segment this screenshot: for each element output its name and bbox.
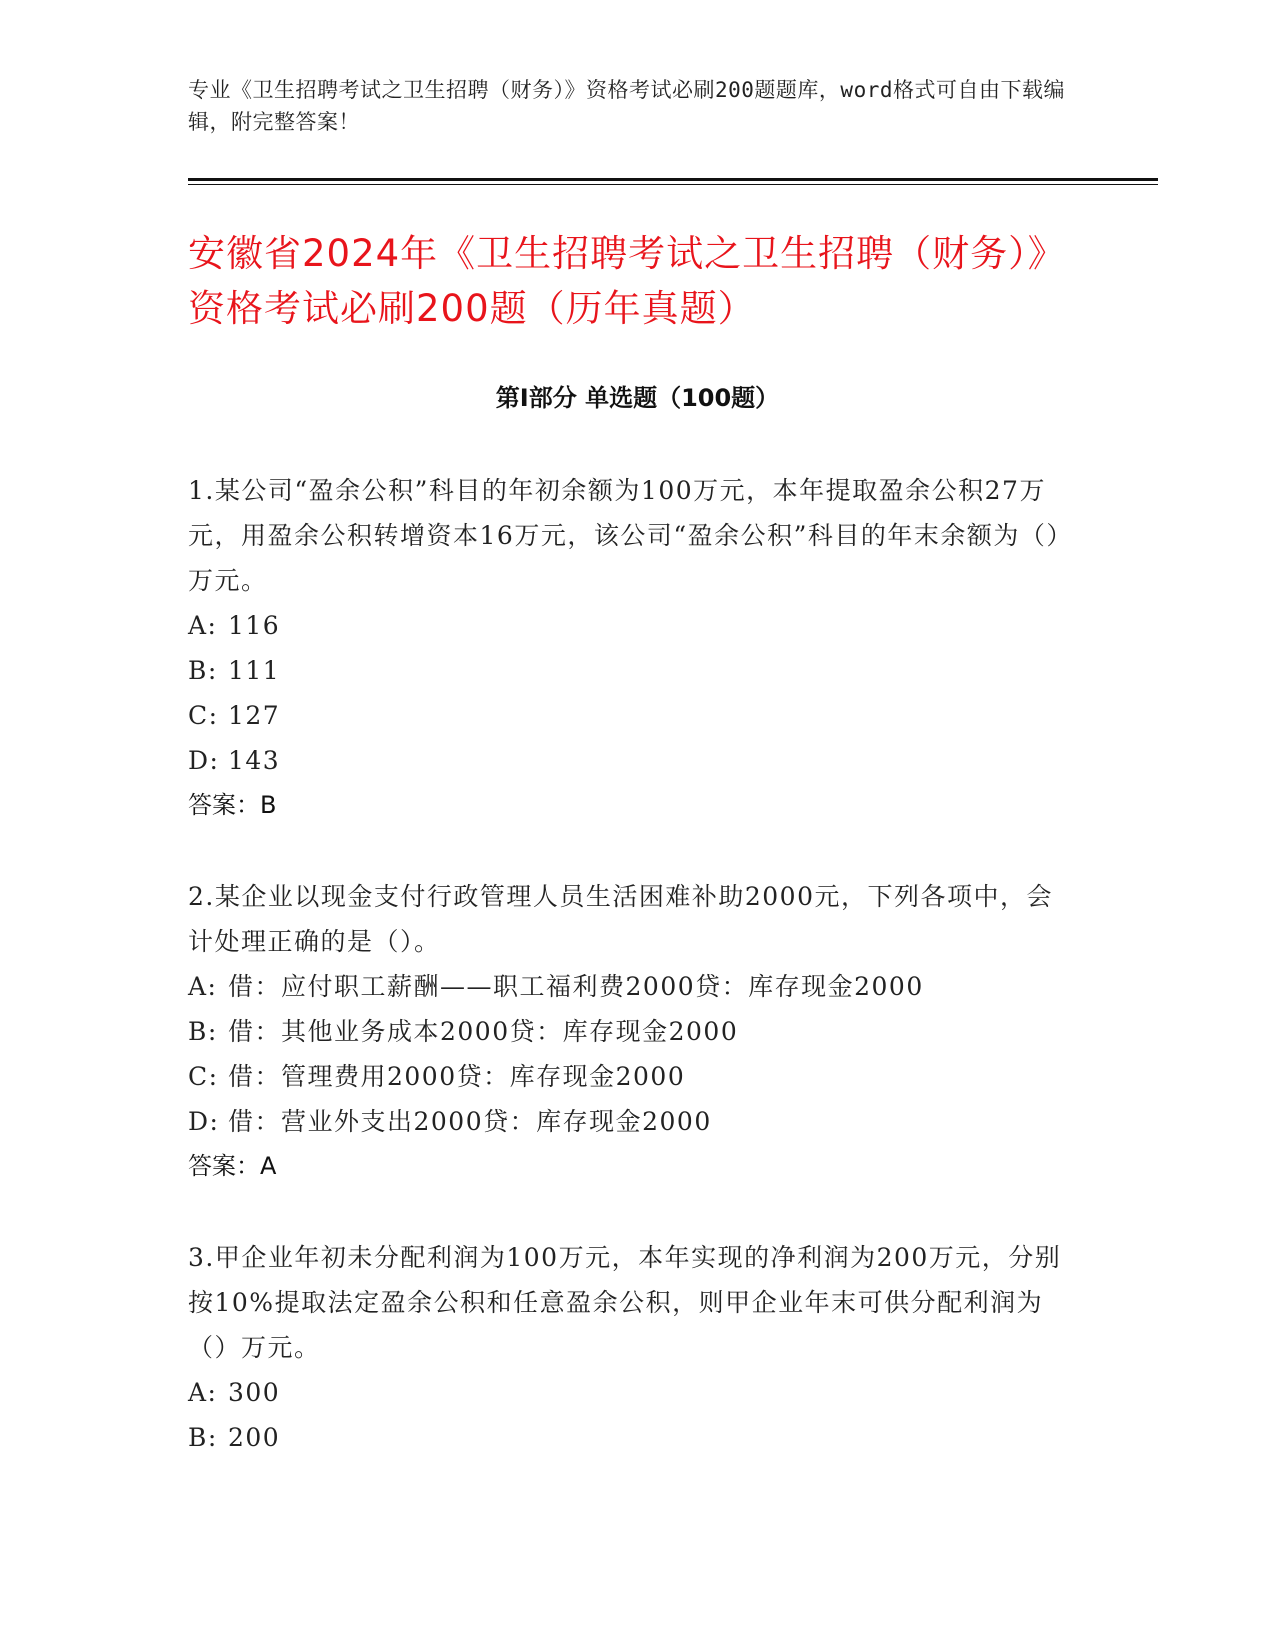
header-divider xyxy=(188,178,1158,181)
option-text: 借：管理费用2000贷：库存现金2000 xyxy=(228,1062,686,1091)
option-text: 143 xyxy=(228,746,281,775)
option-text: 借：应付职工薪酬——职工福利费2000贷：库存现金2000 xyxy=(228,972,924,1001)
option-letter: B: xyxy=(188,1017,218,1046)
question-stem: 3.甲企业年初未分配利润为100万元，本年实现的净利润为200万元，分别按10%提取法定盈余公积和任意盈余公积，则甲企业年末可供分配利润为（）万元。 xyxy=(188,1243,1062,1362)
answer-line: 答案：B xyxy=(188,791,277,819)
option-letter: D: xyxy=(188,746,220,775)
option-text: 300 xyxy=(228,1378,281,1407)
option-letter: A: xyxy=(188,972,218,1001)
option-a xyxy=(188,964,1068,1009)
option-text: 借：营业外支出2000贷：库存现金2000 xyxy=(228,1107,712,1136)
option-c xyxy=(188,1054,1068,1099)
answer-line: 答案：A xyxy=(188,1152,277,1180)
document-title: 安徽省2024年《卫生招聘考试之卫生招聘（财务）》资格考试必刷200题（历年真题） xyxy=(188,232,1066,330)
option-b xyxy=(188,648,1068,693)
header-divider-thin xyxy=(188,184,1158,185)
option-a xyxy=(188,1370,1068,1415)
option-letter: A: xyxy=(188,611,218,640)
option-letter: B: xyxy=(188,656,218,685)
option-letter: A: xyxy=(188,1378,218,1407)
option-d xyxy=(188,738,1068,783)
option-text: 200 xyxy=(228,1423,281,1452)
option-c xyxy=(188,693,1068,738)
question-1 xyxy=(188,468,1068,828)
option-letter: C: xyxy=(188,701,219,730)
section-title: 第I部分 单选题（100题） xyxy=(495,384,780,412)
option-text: 111 xyxy=(228,656,281,685)
option-b xyxy=(188,1415,1068,1460)
option-text: 借：其他业务成本2000贷：库存现金2000 xyxy=(228,1017,739,1046)
option-text: 116 xyxy=(228,611,281,640)
question-list xyxy=(188,468,1068,1506)
option-letter: B: xyxy=(188,1423,218,1452)
question-3 xyxy=(188,1235,1068,1460)
question-stem: 1.某公司“盈余公积”科目的年初余额为100万元，本年提取盈余公积27万元，用盈余公积转增资本16万元，该公司“盈余公积”科目的年末余额为（）万元。 xyxy=(188,476,1061,595)
option-b xyxy=(188,1009,1068,1054)
question-2 xyxy=(188,874,1068,1189)
question-stem: 2.某企业以现金支付行政管理人员生活困难补助2000元，下列各项中，会计处理正确的是（）。 xyxy=(188,882,1053,956)
option-letter: D: xyxy=(188,1107,220,1136)
option-letter: C: xyxy=(188,1062,219,1091)
option-a xyxy=(188,603,1068,648)
option-text: 127 xyxy=(228,701,281,730)
header-note: 专业《卫生招聘考试之卫生招聘（财务）》资格考试必刷200题题库，word格式可自由下载编辑，附完整答案！ xyxy=(188,78,1065,134)
option-d xyxy=(188,1099,1068,1144)
